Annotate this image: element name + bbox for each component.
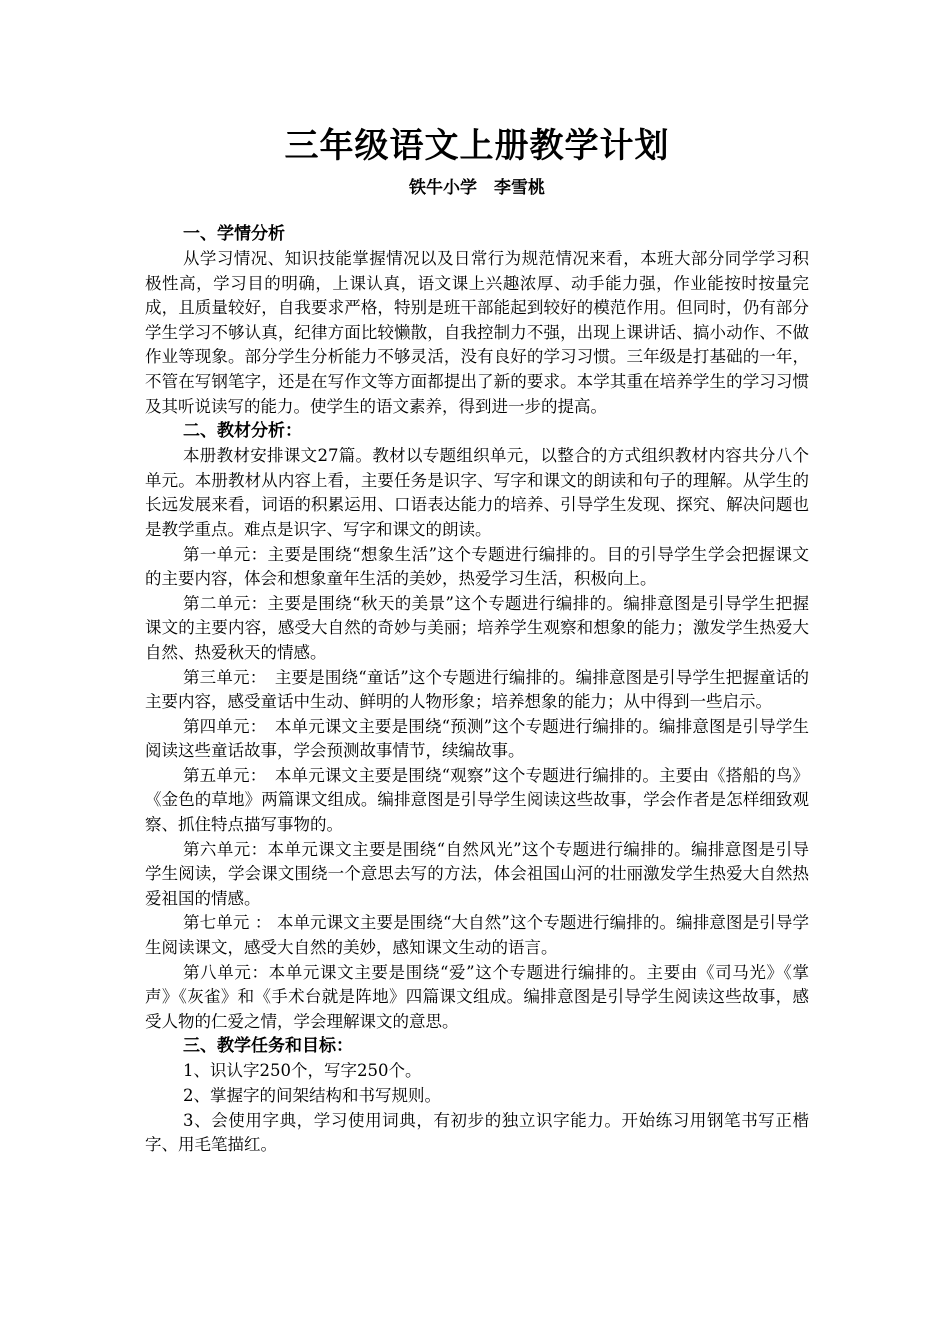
section-heading-analysis: 一、学情分析 [183,224,285,244]
goal-item: 2、掌握字的间架结构和书写规则。 [183,1086,441,1105]
section-heading-goals: 三、教学任务和目标： [183,1036,353,1057]
goal-item: 1、识认字250个，写字250个。 [183,1061,422,1081]
paragraph-unit-4: 第四单元： 本单元课文主要是围绕“预测”这个专题进行编排的。编排意图是引导学生阅读这些童话故事，学会预测故事情节，续编故事。 [145,716,809,761]
paragraph-unit-3: 第三单元： 主要是围绕“童话”这个专题进行编排的。编排意图是引导学生把握童话的主要内容，感受童话中生动、鲜明的人物形象；培养想象的能力；从中得到一些启示。 [145,667,809,712]
document-title: 三年级语文上册教学计划 [284,126,670,166]
paragraph-unit-8: 第八单元：本单元课文主要是围绕“爱”这个专题进行编排的。主要由《司马光》《掌声》《灰雀》和《手术台就是阵地》四篇课文组成。编排意图是引导学生阅读这些故事，感受人物的仁爱之情，学会理解课文的意思。 [145,962,809,1031]
paragraph-unit-1: 第一单元：主要是围绕“想象生活”这个专题进行编排的。目的引导学生学会把握课文的主要内容，体会和想象童年生活的美妙，热爱学习生活，积极向上。 [145,544,809,589]
document-author: 铁牛小学 李雪桃 [409,178,545,198]
paragraph-unit-5: 第五单元： 本单元课文主要是围绕“观察”这个专题进行编排的。主要由《搭船的鸟》《金色的草地》两篇课文组成。编排意图是引导学生阅读这些故事，学会作者是怎样细致观察、抓住特点描写事物的。 [145,765,809,835]
paragraph: 本册教材安排课文27篇。教材以专题组织单元，以整合的方式组织教材内容共分八个单元。本册教材从内容上看，主要任务是识字、写字和课文的朗读和句子的理解。从学生的长远发展来看，词语的积累运用、口语表达能力的培养、引导学生发现、探究、解决问题也是教学重点。难点是识字、写字和课文的朗读。 [145,446,809,539]
paragraph-unit-6: 第六单元：本单元课文主要是围绕“自然风光”这个专题进行编排的。编排意图是引导学生阅读，学会课文围绕一个意思去写的方法，体会祖国山河的壮丽激发学生热爱大自然热爱祖国的情感。 [145,839,809,908]
paragraph-unit-7: 第七单元 ： 本单元课文主要是围绕“大自然”这个专题进行编排的。编排意图是引导学生阅读课文，感受大自然的美妙，感知课文生动的语言。 [145,913,809,958]
paragraph: 从学习情况、知识技能掌握情况以及日常行为规范情况来看，本班大部分同学学习积极性高，学习目的明确，上课认真，语文课上兴趣浓厚、动手能力强，作业能按时按量完成，且质量较好，自我要求严格，特别是班干部能起到较好的模范作用。但同时，仍有部分学生学习不够认真，纪律方面比较懒散，自我控制力不强，出现上课讲话、搞小动作、不做作业等现象。部分学生分析能力不够灵活，没有良好的学习习惯。三年级是打基础的一年，不管在写钢笔字，还是在写作文等方面都提出了新的要求。本学其重在培养学生的学习习惯及其听说读写的能力。使学生的语文素养，得到进一步的提高。 [145,249,809,416]
paragraph-unit-2: 第二单元：主要是围绕“秋天的美景”这个专题进行编排的。编排意图是引导学生把握课文的主要内容，感受大自然的奇妙与美丽；培养学生观察和想象的能力；激发学生热爱大自然、热爱秋天的情感。 [145,593,809,662]
goal-item: 3、会使用字典，学习使用词典，有初步的独立识字能力。开始练习用钢笔书写正楷字、用毛笔描红。 [145,1110,809,1155]
section-heading-textbook: 二、教材分析： [183,421,302,442]
document-body [145,118,809,1158]
